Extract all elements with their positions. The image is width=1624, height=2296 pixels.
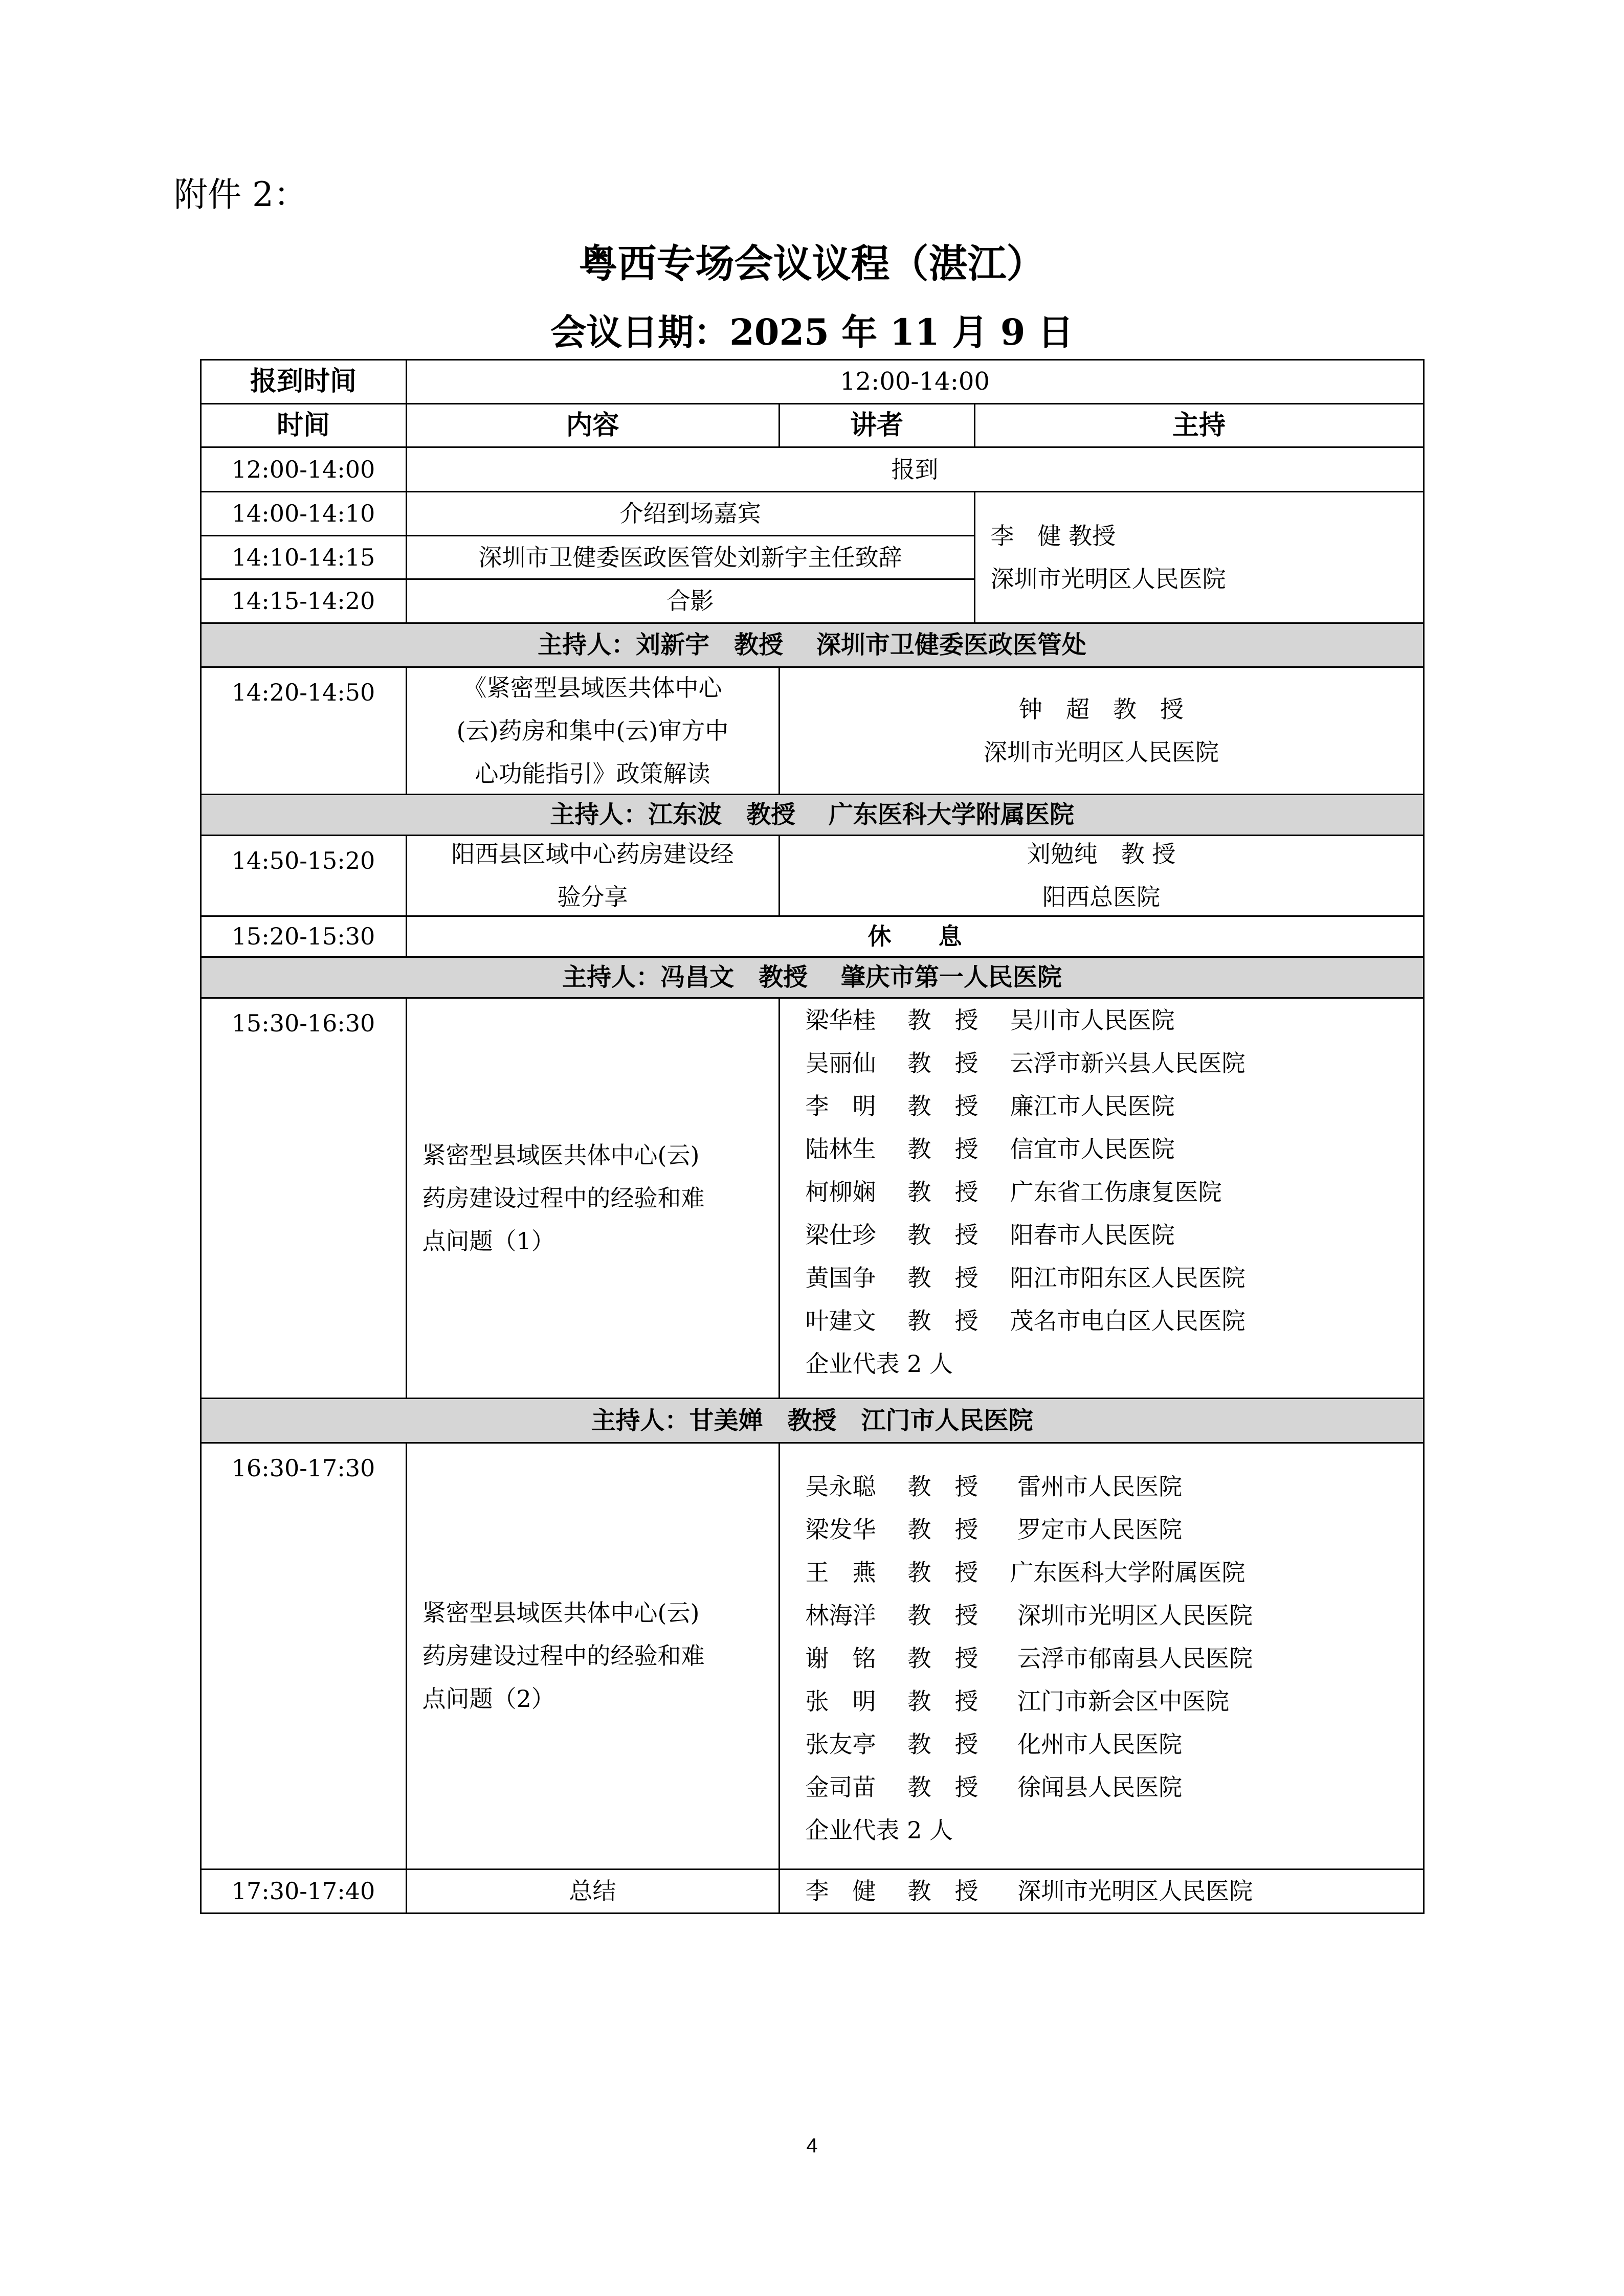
- table-row-time: [200, 666, 407, 795]
- table-row-speaker: [778, 835, 1425, 917]
- speaker-row: [806, 1213, 1175, 1256]
- speaker-org: 深圳市光明区人民医院: [1010, 1601, 1253, 1629]
- table-row-content: [406, 1869, 780, 1914]
- speaker-name: 叶建文: [805, 1307, 876, 1335]
- speaker-name: 李 健: [805, 1877, 876, 1905]
- speaker-title: 教 授: [907, 1730, 978, 1758]
- speaker-name: 王 燕: [805, 1558, 876, 1586]
- speaker-row: [806, 1256, 1245, 1299]
- content-text: 报到: [891, 455, 939, 483]
- speaker-row: [806, 1170, 1222, 1213]
- table-row-time: [200, 491, 407, 536]
- host-bar: [200, 1398, 1425, 1444]
- table-row-content: [406, 835, 780, 917]
- panel1-speaker-list: [778, 997, 1425, 1399]
- time-text: 14:20-14:50: [231, 678, 375, 706]
- host-bar-text: 主持人：冯昌文 教授 肇庆市第一人民医院: [562, 963, 1062, 992]
- content-line: 《紧密型县域医共体中心: [463, 673, 722, 702]
- column-header-label: 内容: [566, 409, 619, 441]
- table-row-time: [200, 1442, 407, 1870]
- speaker-title: 教 授: [907, 1264, 978, 1292]
- speaker-org: 茂名市电白区人民医院: [1010, 1307, 1245, 1335]
- table-row-content: [406, 535, 975, 580]
- attachment-label: 附件 2：: [174, 175, 307, 214]
- time-text: 16:30-17:30: [231, 1454, 375, 1482]
- speaker-org: 廉江市人民医院: [1010, 1092, 1175, 1120]
- speaker-org: 深圳市光明区人民医院: [984, 738, 1219, 766]
- break-cell: [406, 915, 1425, 958]
- content-line: 紧密型县域医共体中心(云): [422, 1141, 700, 1169]
- content-line: (云)药房和集中(云)审方中: [456, 716, 729, 745]
- speaker-title: 教 授: [907, 1773, 978, 1801]
- time-text: 14:50-15:20: [231, 846, 375, 874]
- page-title: 粤西专场会议议程（湛江）: [579, 241, 1045, 286]
- content-line: 阳西县区域中心药房建设经: [451, 840, 734, 868]
- company-reps: 企业代表 2 人: [805, 1349, 953, 1378]
- speaker-name: 张 明: [805, 1687, 876, 1715]
- speaker-title: 教 授: [907, 1472, 978, 1500]
- speaker-row: [806, 1594, 1253, 1637]
- speaker-name: 李 明: [805, 1092, 876, 1120]
- table-row-time: [200, 446, 407, 492]
- speaker-row: [806, 1551, 1245, 1594]
- table-row-content: [406, 446, 1425, 492]
- page-number: 4: [806, 2134, 818, 2157]
- company-reps: 企业代表 2 人: [805, 1816, 953, 1844]
- host-bar: [200, 956, 1425, 999]
- host-bar: [200, 622, 1425, 668]
- speaker-org: 广东医科大学附属医院: [1010, 1558, 1245, 1586]
- speaker-row: [806, 1042, 1245, 1085]
- speaker-name: 柯柳娴: [805, 1178, 876, 1206]
- speaker-title: 教 授: [907, 1092, 978, 1120]
- column-header-speaker: [778, 403, 975, 448]
- time-text: 14:00-14:10: [231, 500, 375, 527]
- speaker-org: 雷州市人民医院: [1010, 1472, 1183, 1500]
- checkin-time: 12:00-14:00: [840, 367, 990, 396]
- speaker-title: 教 授: [907, 1221, 978, 1249]
- column-header-host: [974, 403, 1425, 448]
- speaker-org: 吴川市人民医院: [1010, 1006, 1175, 1034]
- time-text: 12:00-14:00: [231, 455, 375, 483]
- speaker-row: [806, 1723, 1183, 1766]
- speaker-org: 云浮市郁南县人民医院: [1010, 1644, 1253, 1672]
- speaker-org: 阳江市阳东区人民医院: [1010, 1264, 1245, 1292]
- speaker-name: 林海洋: [805, 1601, 876, 1629]
- speaker-title: 教 授: [907, 1006, 978, 1034]
- speaker-org: 深圳市光明区人民医院: [1010, 1877, 1253, 1905]
- table-row-time: [200, 535, 407, 580]
- speaker-org: 阳西总医院: [1042, 883, 1160, 911]
- speaker-org: 广东省工伤康复医院: [1010, 1178, 1222, 1206]
- table-row-content: [406, 491, 975, 536]
- content-text: 合影: [666, 587, 714, 615]
- speaker-org: 阳春市人民医院: [1010, 1221, 1175, 1249]
- time-text: 14:10-14:15: [231, 543, 375, 571]
- speaker-row: [806, 1766, 1183, 1809]
- host-bar: [200, 794, 1425, 836]
- break-label: 休 息: [867, 922, 962, 950]
- content-text: 介绍到场嘉宾: [619, 500, 761, 527]
- host-bar-text: 主持人：刘新宇 教授 深圳市卫健委医政医管处: [538, 631, 1086, 659]
- speaker-row: [806, 1085, 1175, 1128]
- speaker-title: 教 授: [907, 1178, 978, 1206]
- column-header-label: 时间: [276, 409, 330, 441]
- speaker-title: 教 授: [907, 1515, 978, 1543]
- speaker-title: 教 授: [907, 1687, 978, 1715]
- time-text: 17:30-17:40: [231, 1877, 375, 1905]
- speaker-org: 云浮市新兴县人民医院: [1010, 1049, 1245, 1077]
- time-text: 15:30-16:30: [231, 1009, 375, 1037]
- content-line: 药房建设过程中的经验和难: [422, 1184, 705, 1212]
- host-name: 李 健 教授: [990, 522, 1116, 550]
- table-row-time: [200, 1869, 407, 1914]
- host-bar-text: 主持人：甘美婵 教授 江门市人民医院: [591, 1406, 1033, 1435]
- host-org: 深圳市光明区人民医院: [990, 565, 1226, 593]
- table-row-content: [406, 997, 780, 1399]
- speaker-row: [806, 1637, 1253, 1680]
- speaker-row: [806, 1508, 1183, 1551]
- speaker-name: 吴永聪: [805, 1472, 876, 1500]
- time-text: 14:15-14:20: [231, 587, 375, 615]
- content-line: 点问题（2）: [422, 1685, 555, 1713]
- content-line: 心功能指引》政策解读: [475, 759, 710, 787]
- checkin-label: 报到时间: [250, 366, 357, 397]
- table-row-content: [406, 1442, 780, 1870]
- table-row-time: [200, 915, 407, 958]
- speaker-name: 梁华桂: [805, 1006, 876, 1034]
- speaker-org: 江门市新会区中医院: [1010, 1687, 1230, 1715]
- column-header-label: 主持: [1172, 409, 1226, 441]
- table-row-time: [200, 997, 407, 1399]
- speaker-org: 信宜市人民医院: [1010, 1135, 1175, 1163]
- speaker-name: 陆林生: [805, 1135, 876, 1163]
- speaker-name: 刘勉纯 教 授: [1027, 840, 1176, 868]
- speaker-name: 吴丽仙: [805, 1049, 876, 1077]
- table-row-content: [406, 666, 780, 795]
- column-header-content: [406, 403, 780, 448]
- table-row-speaker: [778, 666, 1425, 795]
- speaker-name: 钟 超 教 授: [1019, 695, 1184, 723]
- meeting-date: 会议日期：2025 年 11 月 9 日: [550, 311, 1074, 353]
- content-text: 总结: [569, 1877, 616, 1905]
- speaker-org: 罗定市人民医院: [1010, 1515, 1183, 1543]
- speaker-row: [806, 1465, 1183, 1508]
- speaker-name: 谢 铭: [805, 1644, 876, 1672]
- host-bar-text: 主持人：江东波 教授 广东医科大学附属医院: [550, 800, 1074, 829]
- speaker-name: 金司苗: [805, 1773, 876, 1801]
- speaker-org: 徐闻县人民医院: [1010, 1773, 1183, 1801]
- speaker-title: 教 授: [907, 1558, 978, 1586]
- column-header-label: 讲者: [850, 409, 903, 441]
- speaker-title: 教 授: [907, 1135, 978, 1163]
- content-line: 药房建设过程中的经验和难: [422, 1642, 705, 1670]
- checkin-label-cell: [200, 359, 407, 404]
- table-row-content: [406, 578, 975, 624]
- speaker-title: 教 授: [907, 1644, 978, 1672]
- speaker-name: 张友亭: [805, 1730, 876, 1758]
- content-text: 深圳市卫健委医政医管处刘新宇主任致辞: [478, 543, 902, 571]
- panel2-speaker-list: [778, 1442, 1425, 1870]
- speaker-row: [806, 1299, 1245, 1342]
- speaker-name: 黄国争: [805, 1264, 876, 1292]
- speaker-row: [806, 1128, 1175, 1170]
- content-line: 点问题（1）: [422, 1227, 555, 1255]
- table-row-time: [200, 578, 407, 624]
- opening-host-cell: [974, 491, 1425, 624]
- speaker-row: [806, 1680, 1230, 1723]
- content-line: 紧密型县域医共体中心(云): [422, 1599, 700, 1627]
- speaker-title: 教 授: [907, 1601, 978, 1629]
- checkin-time-cell: [406, 359, 1425, 404]
- speaker-name: 梁发华: [805, 1515, 876, 1543]
- speaker-title: 教 授: [907, 1307, 978, 1335]
- table-row-speaker: [778, 1869, 1425, 1914]
- speaker-name: 梁仕珍: [805, 1221, 876, 1249]
- speaker-org: 化州市人民医院: [1010, 1730, 1183, 1758]
- speaker-title: 教 授: [907, 1049, 978, 1077]
- table-row-time: [200, 835, 407, 917]
- speaker-title: 教 授: [907, 1877, 978, 1905]
- column-header-time: [200, 403, 407, 448]
- speaker-row: [806, 999, 1175, 1042]
- content-line: 验分享: [557, 883, 628, 911]
- time-text: 15:20-15:30: [231, 922, 375, 950]
